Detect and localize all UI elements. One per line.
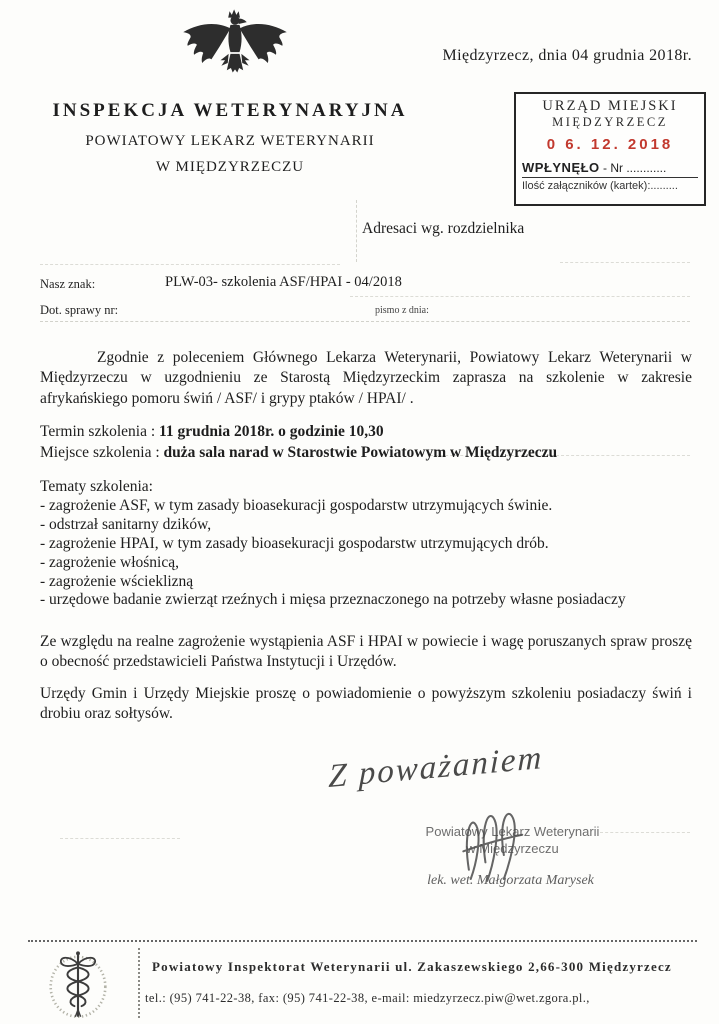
stamp-date: 0 6. 12. 2018: [546, 136, 674, 153]
signer-title-1: Powiatowy Lekarz Weterynarii: [425, 824, 600, 839]
training-date-line: [40, 423, 692, 441]
stamp-office-name: URZĄD MIEJSKI: [542, 98, 678, 114]
paragraph-intro: Zgodnie z poleceniem Głównego Lekarza Weterynarii, Powiatowy Lekarz Weterynarii w Międzyrzeczu w uzgodnieniu ze Starostą Międzyrzeckim zaprasza na szkolenie w zakresie afrykańskiego pomoru świń / ASF/ i grypy ptaków / HPAI/ .: [40, 349, 692, 407]
stamp-received-nr: - Nr ............: [599, 161, 667, 175]
stamp-office-city: MIĘDZYRZECZ: [552, 115, 668, 129]
org-name: INSPEKCJA WETERYNARYJNA: [52, 100, 408, 121]
stamp-attachments-row: Ilość załączników (kartek):.........: [522, 177, 698, 192]
training-place-label: Miejsce szkolenia :: [40, 444, 164, 461]
paragraph-request: Urzędy Gmin i Urzędy Miejskie proszę o powiadomienie o powyższym szkoleniu posiadaczy świń i drobiu oraz sołtysów.: [40, 685, 692, 723]
letter-date: Międzyrzecz, dnia 04 grudnia 2018r.: [442, 47, 692, 64]
topics-title: Tematy szkolenia:: [40, 478, 153, 495]
org-subtitle-2: W MIĘDZYRZECZU: [155, 159, 305, 175]
signer-title-2: w Międzyrzeczu: [466, 841, 559, 856]
scan-artifact-line: [356, 200, 357, 262]
eagle-emblem-icon: [176, 4, 294, 92]
scan-artifact-line: [350, 296, 690, 297]
topic-item: - odstrzał sanitarny dzików,: [40, 515, 212, 533]
stamp-received-row: [522, 160, 698, 175]
signer-name: lek. wet. Małgorzata Marysek: [427, 873, 594, 888]
topic-item: - zagrożenie wścieklizną: [40, 572, 194, 590]
topic-item: - zagrożenie HPAI, w tym zasady bioasekuracji gospodarstw utrzymujących drób.: [40, 534, 549, 552]
receipt-stamp: [514, 92, 706, 206]
topic-item: - zagrożenie włośnicą,: [40, 553, 180, 571]
ref-nasz-znak-value: PLW-03- szkolenia ASF/HPAI - 04/2018: [165, 274, 402, 290]
scan-artifact-line: [40, 264, 340, 265]
footer-divider: [28, 940, 697, 942]
training-date-value: 11 grudnia 2018r. o godzinie 10,30: [159, 423, 384, 440]
handwritten-closing: Z poważaniem: [328, 740, 544, 795]
footer-contact: tel.: (95) 741-22-38, fax: (95) 741-22-38, e-mail: miedzyrzecz.piw@wet.zgora.pl.,: [145, 991, 590, 1005]
org-subtitle-1: POWIATOWY LEKARZ WETERYNARII: [85, 133, 375, 149]
scan-artifact-line: [40, 321, 690, 322]
ref-dot-sprawy-label: Dot. sprawy nr:: [40, 303, 119, 317]
stamp-received-label: WPŁYNĘŁO: [522, 160, 600, 175]
paragraph-importance: Ze względu na realne zagrożenie wystąpienia ASF i HPAI w powiecie i wagę poruszanych spraw proszę o obecność przedstawicieli Państwa Instytucji i Urzędów.: [40, 633, 692, 671]
caduceus-icon: [40, 948, 116, 1022]
scan-artifact-line: [560, 262, 690, 263]
topics-list: [40, 478, 700, 610]
scan-artifact-line: [60, 838, 180, 839]
footer-vertical-divider: [138, 948, 140, 1018]
topic-item: - zagrożenie ASF, w tym zasady bioasekuracji gospodarstw utrzymujących świnie.: [40, 496, 553, 514]
footer-address: Powiatowy Inspektorat Weterynarii ul. Zakaszewskiego 2,66-300 Międzyrzecz: [152, 959, 672, 974]
scan-artifact-line: [600, 832, 690, 833]
addressee-line: Adresaci wg. rozdzielnika: [362, 220, 525, 237]
topic-item: - urzędowe badanie zwierząt rzeźnych i mięsa przeznaczonego na potrzeby własne posiadaczy: [40, 591, 626, 609]
ref-nasz-znak-label: Nasz znak:: [40, 277, 96, 291]
letterhead: [30, 100, 430, 176]
ref-pismo-z-dnia-label: pismo z dnia:: [375, 305, 429, 316]
training-place-value: duża sala narad w Starostwie Powiatowym w Międzyrzeczu: [163, 444, 558, 461]
training-place-line: [40, 444, 692, 462]
training-date-label: Termin szkolenia :: [40, 423, 160, 440]
